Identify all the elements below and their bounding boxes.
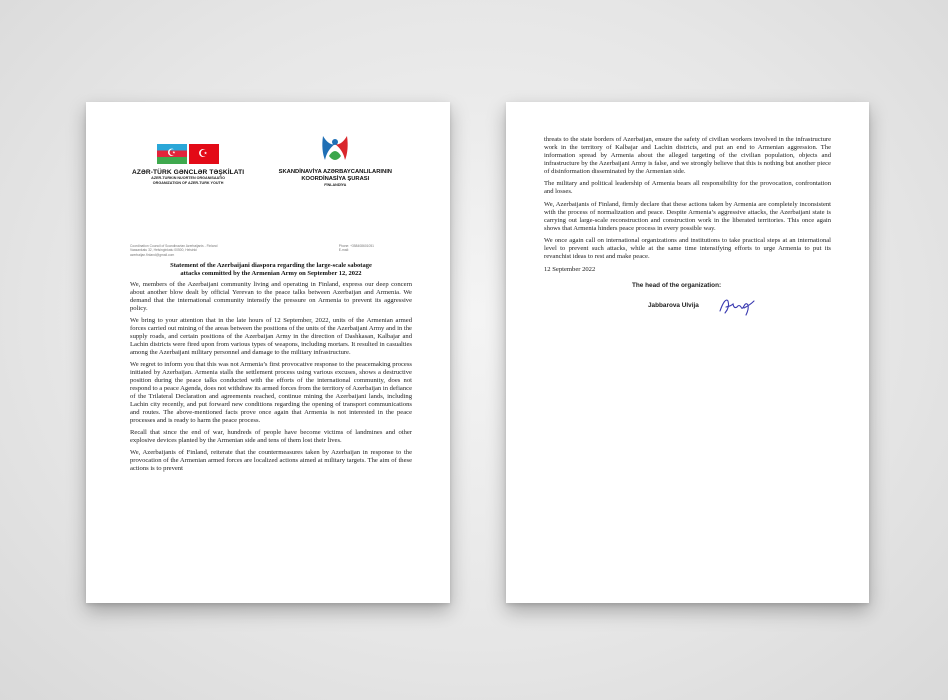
statement-title: [130, 262, 412, 278]
contact-address-line2: Vaasankatu 32, Helsinginkatu 00500, Helsinki: [130, 248, 197, 253]
org-left-sub1: AZER-TURKIN NUORTEN ORGANISAATIO: [151, 176, 226, 180]
org-azer-turk-youth: [132, 132, 244, 186]
signature-name: Jabbarova Ulvija: [648, 301, 699, 309]
paragraph: We, Azerbaijanis of Finland, reiterate that the countermeasures taken by Azerbaijan in response to the provocation of the Armenian armed forces are localized actions aimed at military targets. The aim of these actions is to prevent: [130, 448, 412, 472]
contact-phone-email: [339, 244, 374, 257]
org-right-name-line2: KOORDİNASİYA ŞURASI: [301, 176, 370, 182]
scandinavian-council-logo-icon: [317, 132, 353, 166]
contact-line: [130, 244, 412, 260]
paragraph: We regret to inform you that this was not Armenia’s first provocative response to the peacemaking process initiated by Azerbaijan. Armenia stalls the settlement process using various excuses, shows a destructive position during the peace talks conducted with the efforts of the international community, does not respond to a peace Agenda, does not withdraw its armed forces from the territory of Azerbaijan in defiance of the Trilateral Declaration and agreements reached, continue mining the Azerbaijani lands, including Lachin city recently, and put forward new conditions regarding the opening of transport communications and routes. The above-mentioned facts prove once again that Armenia is not interested in the peace processes and is ready to harm the peace process.: [130, 360, 412, 424]
paragraph: threats to the state borders of Azerbaijan, ensure the safety of civilian workers involved in the infrastructure work in the territory of Kalbajar and Lachin districts, and put an end to Armenian aggression. The information spread by Armenia about the alleged targeting of the civilian population, objects and infrastructure by the Azerbaijani Army is false, and we strongly believe that this is nothing but another piece of disinformation disseminated by the Armenian side.: [544, 136, 831, 175]
paragraph: We bring to your attention that in the late hours of 12 September, 2022, units of the Armenian armed forces carried out mining of the areas between the positions of the units of the Azerbaijani Army and in the supply roads, and certain positions of the Azerbaijan Army in the direction of Dashkasan, Kalbajar and Lachin districts were fired upon from various types of weapons, including mortars. It resulted in casualties among the Azerbaijani military personnel and damage to the military infrastructure.: [130, 316, 412, 356]
turkey-flag-icon: [189, 144, 219, 164]
contact-phone: Phone: +358408601051: [338, 244, 374, 248]
contact-email-label: E-mail:: [338, 248, 349, 253]
org-right-name-line1: SKANDİNAVİYA AZƏRBAYCANLILARININ: [278, 169, 392, 175]
paragraph: We, Azerbaijanis of Finland, firmly declare that these actions taken by Armenia are completely inconsistent with the process of normalization and peace. Despite Armenia’s aggressive attacks, the Azerbaijani state is carrying out large-scale reconstruction and construction work in the liberated territories. This once again shows that Armenia hinders peace process in every possible way.: [544, 200, 831, 232]
signature-role: The head of the organization:: [632, 281, 722, 289]
statement-date: 12 September 2022: [544, 265, 596, 273]
contact-address-line1: Coordination Council of Scandinavian Azerbaijanis - Finland: [130, 244, 218, 248]
document-page-left: [86, 102, 450, 603]
letterhead: [130, 132, 412, 210]
signature-name-row: [648, 295, 831, 317]
statement-title-line2: attacks committed by the Armenian Army on September 12, 2022: [180, 269, 362, 277]
org-scandinavian-council: [279, 132, 392, 188]
paragraph: We, members of the Azerbaijani community living and operating in Finland, express our deep concern about another blow dealt by official Yerevan to the peace talks between Azerbaijan and Armenia. We demand that the international community intensify the pressure on Armenia to prevent its aggressive policy.: [130, 280, 412, 312]
org-right-sub: FİNLANDİYA: [324, 183, 347, 187]
contact-email-address: azerbaijan.finland@gmail.com: [130, 252, 175, 257]
org-left-sub2: ORGANIZATION OF AZER-TURK YOUTH: [152, 181, 224, 185]
azerbaijan-flag-icon: [157, 144, 187, 164]
paragraph: We once again call on international organizations and institutions to take practical steps at an international level to prevent such attacks, while at the same time intensifying efforts to urge Armenia to put its revanchist ideas to rest and make peace.: [544, 237, 831, 261]
document-page-right: [506, 102, 869, 603]
signature-block: [544, 282, 831, 317]
statement-title-line1: Statement of the Azerbaijani diaspora regarding the large-scale sabotage: [170, 261, 372, 269]
flags: [157, 144, 219, 164]
org-left-name: AZƏR-TÜRK GƏNCLƏR TƏŞKİLATI: [132, 169, 245, 176]
paragraph: The military and political leadership of Armenia bears all responsibility for the provocation, confrontation and losses.: [544, 180, 831, 196]
contact-address: [130, 244, 217, 257]
handwritten-signature-icon: [717, 295, 757, 317]
paragraph: Recall that since the end of war, hundreds of people have become victims of landmines and other explosive devices planted by the Armenian side and tens of them lost their lives.: [130, 428, 412, 444]
